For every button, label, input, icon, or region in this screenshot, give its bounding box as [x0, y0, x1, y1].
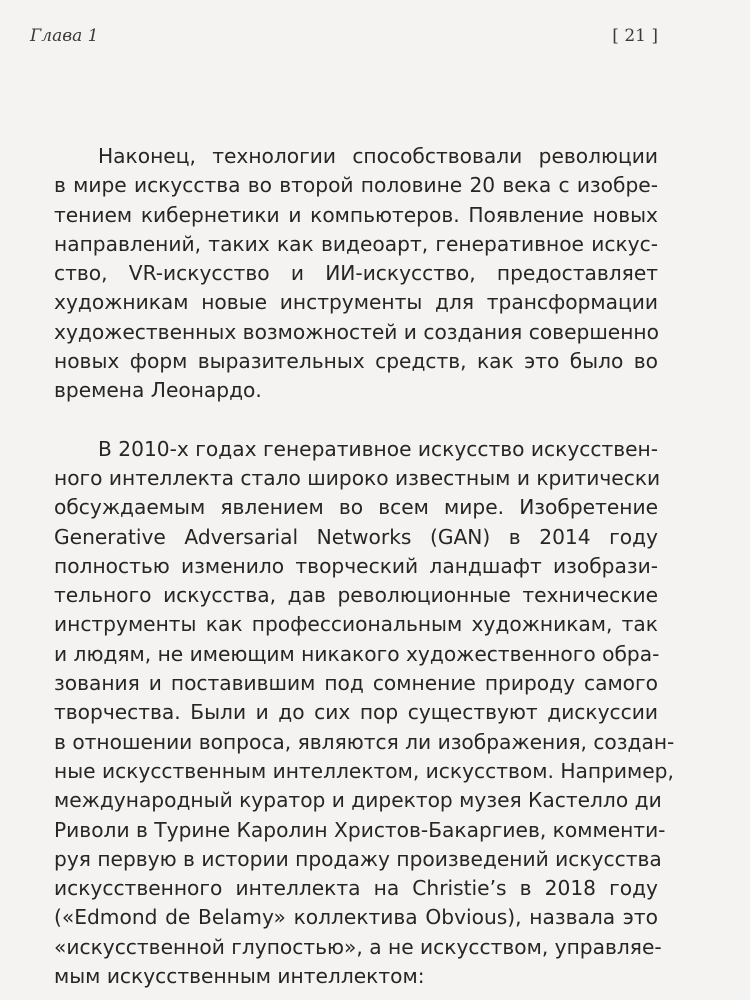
text-line: полностью изменило творческий ландшафт изобрази-	[54, 553, 658, 578]
paragraph-1	[54, 142, 658, 406]
text-line: ные искусственным интеллектом, искусством. Например,	[54, 758, 674, 783]
text-line: «искусственной глупостью», а не искусством, управляе-	[54, 934, 662, 959]
text-line: («Edmond de Belamy» коллектива Obvious), назвала это	[54, 905, 658, 930]
running-head-chapter: Глава 1	[30, 26, 99, 46]
body-text	[54, 142, 675, 991]
text-line: новых форм выразительных средств, как это было во	[54, 349, 658, 374]
text-line: ного интеллекта стало широко известным и критически	[54, 465, 661, 490]
text-line: творчества. Были и до сих пор существуют дискуссии	[54, 700, 658, 725]
text-line: В 2010-х годах генеративное искусство искусствен-	[98, 436, 659, 461]
text-line: в мире искусства во второй половине 20 века с изобре-	[54, 173, 658, 198]
text-line: художникам новые инструменты для трансформации	[54, 290, 658, 315]
text-line: тельного искусства, дав революционные технические	[54, 583, 658, 608]
text-line: зования и поставившим под сомнение природу самого	[54, 671, 658, 696]
text-line: тением кибернетики и компьютеров. Появление новых	[54, 202, 658, 227]
text-line: Наконец, технологии способствовали революции	[98, 144, 658, 168]
text-line: международный куратор и директор музея Кастелло ди	[54, 788, 662, 813]
text-line: инструменты как профессиональным художникам, так	[54, 612, 658, 637]
text-line: Риволи в Турине Каролин Христов-Бакаргиев, комменти-	[54, 817, 666, 842]
paragraph-2	[54, 435, 675, 992]
text-line: Generative Adversarial Networks (GAN) в 2014 году	[54, 524, 658, 549]
text-line: художественных возможностей и создания совершенно	[54, 319, 659, 344]
text-line: руя первую в истории продажу произведений искусства	[54, 846, 662, 871]
text-line: мым искусственным интеллектом:	[54, 964, 425, 989]
text-line: направлений, таких как видеоарт, генеративное искус-	[54, 231, 658, 256]
text-line: в отношении вопроса, являются ли изображения, создан-	[54, 729, 675, 754]
text-line: обсуждаемым явлением во всем мире. Изобретение	[54, 495, 658, 520]
text-line: искусственного интеллекта на Christie’s в 2018 году	[54, 876, 658, 901]
page-number: [ 21 ]	[612, 26, 658, 46]
text-line: и людям, не имеющим никакого художественного обра-	[54, 641, 660, 666]
text-line: времена Леонардо.	[54, 378, 262, 403]
text-line: ство, VR-искусство и ИИ-искусство, предоставляет	[54, 261, 658, 286]
